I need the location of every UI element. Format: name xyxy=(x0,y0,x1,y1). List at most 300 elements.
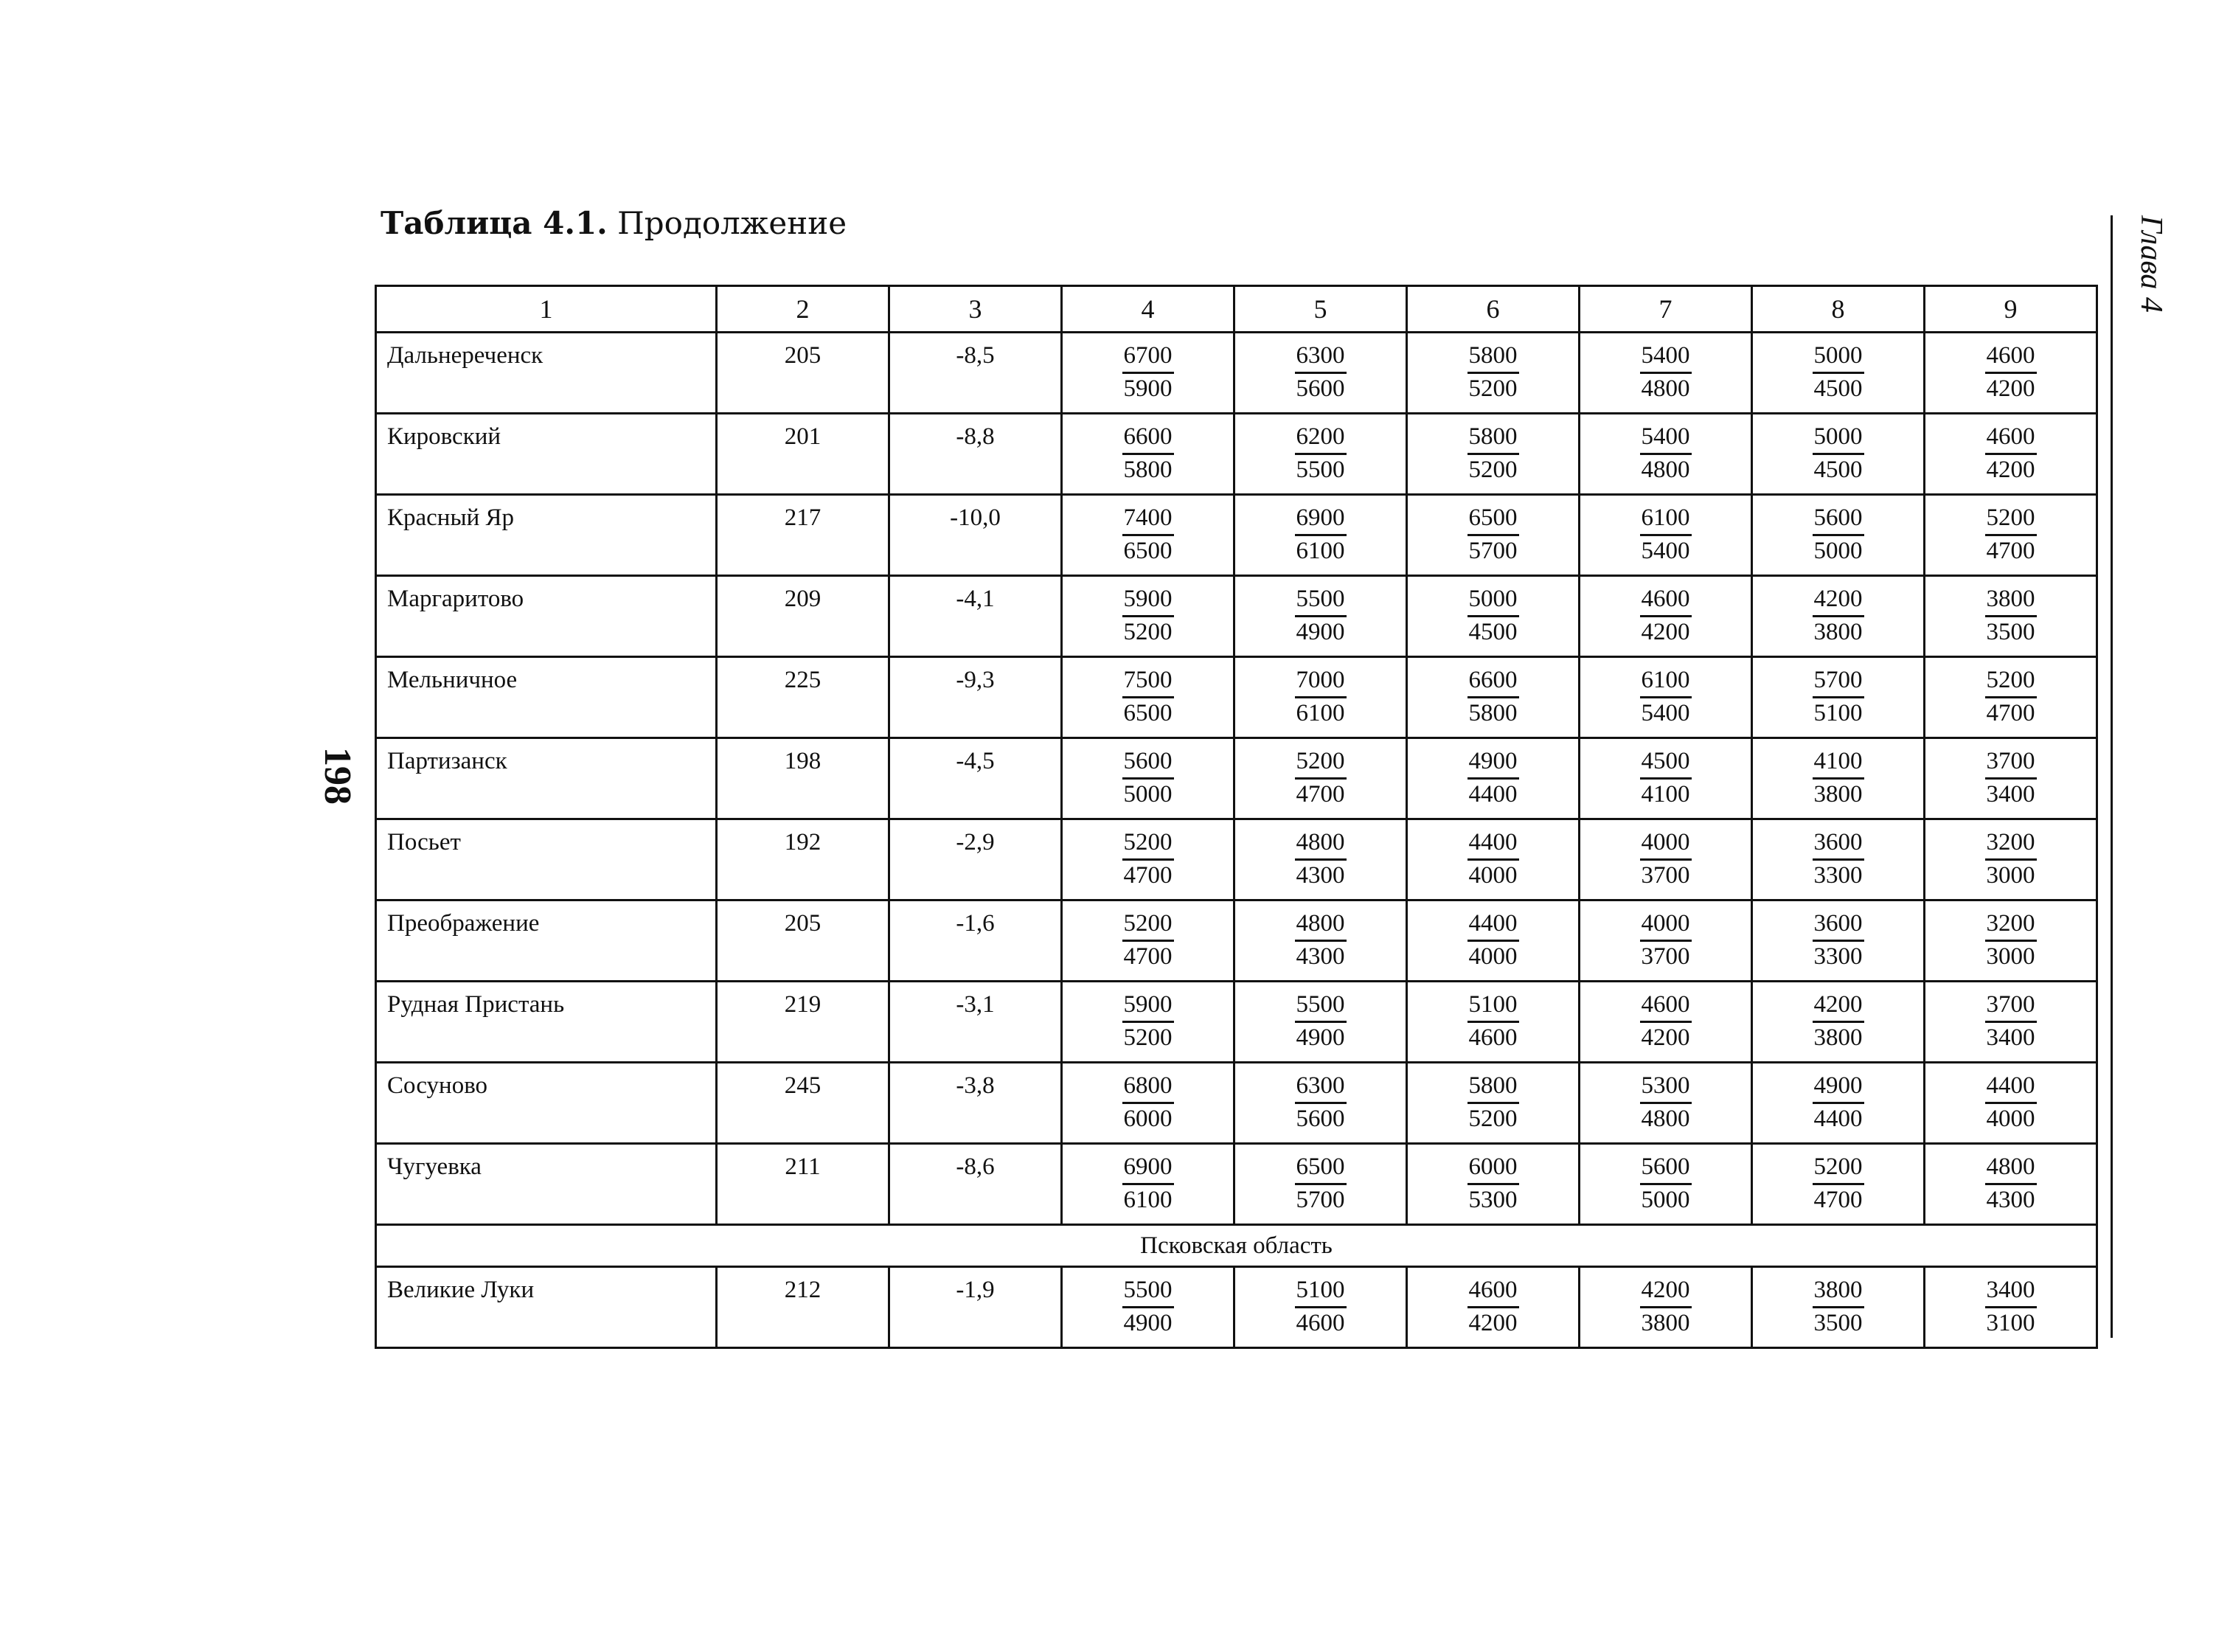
denominator: 6100 xyxy=(1296,538,1345,564)
fraction xyxy=(1813,1152,1864,1215)
column-3-value: -10,0 xyxy=(889,495,1062,576)
fraction xyxy=(1985,746,2037,810)
denominator: 5600 xyxy=(1296,1106,1345,1132)
fraction-cell xyxy=(1580,982,1752,1063)
fraction-cell xyxy=(1234,657,1407,738)
fraction xyxy=(1640,1071,1692,1134)
fraction-cell xyxy=(1062,1267,1234,1348)
data-table xyxy=(375,285,2098,1349)
column-3-value: -3,1 xyxy=(889,982,1062,1063)
station-name: Кировский xyxy=(376,414,717,495)
station-name: Преображение xyxy=(376,900,717,982)
column-2-value: 225 xyxy=(717,657,889,738)
fraction-cell xyxy=(1925,657,2097,738)
fraction-cell xyxy=(1062,1144,1234,1225)
fraction xyxy=(1985,1152,2037,1215)
table-row xyxy=(376,333,2097,414)
fraction-cell xyxy=(1407,414,1580,495)
numerator: 5100 xyxy=(1467,990,1519,1023)
denominator: 5300 xyxy=(1468,1187,1518,1213)
station-name: Посьет xyxy=(376,819,717,900)
denominator: 4000 xyxy=(1468,862,1518,889)
fraction xyxy=(1640,746,1692,810)
numerator: 6300 xyxy=(1295,1071,1347,1104)
fraction-cell xyxy=(1925,1267,2097,1348)
numerator: 4900 xyxy=(1467,746,1519,780)
numerator: 4800 xyxy=(1295,827,1347,861)
table-row xyxy=(376,414,2097,495)
fraction-cell xyxy=(1925,576,2097,657)
fraction-cell xyxy=(1580,1144,1752,1225)
denominator: 4400 xyxy=(1468,781,1518,808)
denominator: 5900 xyxy=(1123,375,1173,402)
denominator: 5200 xyxy=(1468,1106,1518,1132)
fraction-cell xyxy=(1234,1144,1407,1225)
numerator: 4200 xyxy=(1813,584,1864,617)
fraction xyxy=(1985,422,2037,485)
fraction-cell xyxy=(1752,1267,1925,1348)
fraction xyxy=(1813,1275,1864,1339)
denominator: 4000 xyxy=(1468,943,1518,970)
fraction-cell xyxy=(1580,657,1752,738)
denominator: 4700 xyxy=(1123,862,1173,889)
fraction-cell xyxy=(1752,657,1925,738)
fraction xyxy=(1295,1152,1347,1215)
denominator: 3700 xyxy=(1641,862,1690,889)
fraction xyxy=(1813,503,1864,566)
numerator: 5900 xyxy=(1122,990,1174,1023)
denominator: 5200 xyxy=(1123,1024,1173,1051)
column-3-value: -3,8 xyxy=(889,1063,1062,1144)
fraction xyxy=(1122,341,1174,404)
station-name: Красный Яр xyxy=(376,495,717,576)
numerator: 4600 xyxy=(1467,1275,1519,1308)
fraction xyxy=(1295,827,1347,891)
numerator: 3200 xyxy=(1985,909,2037,942)
fraction xyxy=(1122,990,1174,1053)
table-row xyxy=(376,657,2097,738)
numerator: 5500 xyxy=(1122,1275,1174,1308)
denominator: 4400 xyxy=(1813,1106,1863,1132)
column-3-value: -2,9 xyxy=(889,819,1062,900)
column-3-value: -4,5 xyxy=(889,738,1062,819)
station-name: Чугуевка xyxy=(376,1144,717,1225)
denominator: 5200 xyxy=(1468,375,1518,402)
station-name: Великие Луки xyxy=(376,1267,717,1348)
numerator: 6100 xyxy=(1640,665,1692,698)
fraction-cell xyxy=(1752,576,1925,657)
fraction-cell xyxy=(1580,1063,1752,1144)
numerator: 5600 xyxy=(1122,746,1174,780)
numerator: 5200 xyxy=(1985,503,2037,536)
station-name: Сосуново xyxy=(376,1063,717,1144)
station-name: Партизанск xyxy=(376,738,717,819)
numerator: 5100 xyxy=(1295,1275,1347,1308)
region-row xyxy=(376,1225,2097,1267)
numerator: 4600 xyxy=(1640,990,1692,1023)
denominator: 4500 xyxy=(1813,375,1863,402)
fraction-cell xyxy=(1234,414,1407,495)
fraction-cell xyxy=(1234,1063,1407,1144)
numerator: 3600 xyxy=(1813,827,1864,861)
denominator: 4900 xyxy=(1296,1024,1345,1051)
numerator: 4400 xyxy=(1985,1071,2037,1104)
denominator: 3000 xyxy=(1986,943,2035,970)
numerator: 5800 xyxy=(1467,1071,1519,1104)
fraction xyxy=(1295,1275,1347,1339)
column-2-value: 192 xyxy=(717,819,889,900)
fraction-cell xyxy=(1925,900,2097,982)
column-2-value: 205 xyxy=(717,333,889,414)
column-header: 5 xyxy=(1234,286,1407,333)
fraction-cell xyxy=(1407,576,1580,657)
numerator: 7000 xyxy=(1295,665,1347,698)
denominator: 5200 xyxy=(1123,619,1173,645)
fraction-cell xyxy=(1234,900,1407,982)
fraction-cell xyxy=(1407,900,1580,982)
fraction-cell xyxy=(1752,1144,1925,1225)
denominator: 5500 xyxy=(1296,457,1345,483)
numerator: 5400 xyxy=(1640,422,1692,455)
fraction-cell xyxy=(1062,657,1234,738)
denominator: 4700 xyxy=(1813,1187,1863,1213)
numerator: 4600 xyxy=(1640,584,1692,617)
numerator: 5000 xyxy=(1813,341,1864,374)
column-header: 3 xyxy=(889,286,1062,333)
fraction-cell xyxy=(1234,738,1407,819)
fraction xyxy=(1295,665,1347,729)
fraction-cell xyxy=(1062,738,1234,819)
fraction xyxy=(1467,746,1519,810)
denominator: 3800 xyxy=(1813,1024,1863,1051)
fraction xyxy=(1813,584,1864,648)
table-row xyxy=(376,495,2097,576)
fraction xyxy=(1295,503,1347,566)
fraction-cell xyxy=(1925,819,2097,900)
fraction xyxy=(1813,827,1864,891)
fraction xyxy=(1467,1275,1519,1339)
denominator: 4700 xyxy=(1986,538,2035,564)
denominator: 4800 xyxy=(1641,1106,1690,1132)
fraction xyxy=(1985,827,2037,891)
fraction xyxy=(1813,909,1864,972)
numerator: 3700 xyxy=(1985,990,2037,1023)
numerator: 4200 xyxy=(1813,990,1864,1023)
denominator: 4700 xyxy=(1986,700,2035,726)
denominator: 3800 xyxy=(1813,781,1863,808)
denominator: 3500 xyxy=(1986,619,2035,645)
denominator: 5100 xyxy=(1813,700,1863,726)
numerator: 5400 xyxy=(1640,341,1692,374)
fraction xyxy=(1985,990,2037,1053)
fraction-cell xyxy=(1580,414,1752,495)
table-caption-label: Таблица 4.1. xyxy=(381,205,608,241)
numerator: 6100 xyxy=(1640,503,1692,536)
table-caption-text: Продолжение xyxy=(617,205,847,241)
table-row xyxy=(376,1063,2097,1144)
fraction xyxy=(1985,503,2037,566)
numerator: 7400 xyxy=(1122,503,1174,536)
numerator: 4900 xyxy=(1813,1071,1864,1104)
fraction xyxy=(1467,665,1519,729)
fraction-cell xyxy=(1407,657,1580,738)
fraction xyxy=(1467,503,1519,566)
fraction-cell xyxy=(1752,900,1925,982)
denominator: 4600 xyxy=(1296,1310,1345,1336)
denominator: 3400 xyxy=(1986,1024,2035,1051)
numerator: 3600 xyxy=(1813,909,1864,942)
fraction-cell xyxy=(1407,1063,1580,1144)
fraction xyxy=(1813,341,1864,404)
column-header: 8 xyxy=(1752,286,1925,333)
fraction-cell xyxy=(1752,819,1925,900)
column-2-value: 245 xyxy=(717,1063,889,1144)
denominator: 5400 xyxy=(1641,700,1690,726)
numerator: 5500 xyxy=(1295,990,1347,1023)
fraction xyxy=(1122,503,1174,566)
numerator: 4800 xyxy=(1985,1152,2037,1185)
denominator: 3700 xyxy=(1641,943,1690,970)
numerator: 3200 xyxy=(1985,827,2037,861)
station-name: Мельничное xyxy=(376,657,717,738)
numerator: 6300 xyxy=(1295,341,1347,374)
fraction xyxy=(1640,909,1692,972)
denominator: 4700 xyxy=(1123,943,1173,970)
fraction-cell xyxy=(1580,576,1752,657)
fraction-cell xyxy=(1407,819,1580,900)
fraction xyxy=(1122,827,1174,891)
page-number: 198 xyxy=(316,747,359,805)
denominator: 5600 xyxy=(1296,375,1345,402)
numerator: 5300 xyxy=(1640,1071,1692,1104)
fraction xyxy=(1640,503,1692,566)
denominator: 4500 xyxy=(1813,457,1863,483)
column-header: 2 xyxy=(717,286,889,333)
fraction-cell xyxy=(1580,333,1752,414)
numerator: 6700 xyxy=(1122,341,1174,374)
denominator: 4700 xyxy=(1296,781,1345,808)
denominator: 4300 xyxy=(1296,943,1345,970)
denominator: 4500 xyxy=(1468,619,1518,645)
denominator: 4900 xyxy=(1296,619,1345,645)
fraction-cell xyxy=(1925,495,2097,576)
numerator: 6200 xyxy=(1295,422,1347,455)
fraction-cell xyxy=(1580,738,1752,819)
fraction-cell xyxy=(1407,1144,1580,1225)
table-row xyxy=(376,982,2097,1063)
fraction-cell xyxy=(1234,576,1407,657)
numerator: 4800 xyxy=(1295,909,1347,942)
fraction-cell xyxy=(1925,982,2097,1063)
table-row xyxy=(376,1267,2097,1348)
numerator: 4400 xyxy=(1467,827,1519,861)
denominator: 3800 xyxy=(1813,619,1863,645)
numerator: 3700 xyxy=(1985,746,2037,780)
denominator: 4300 xyxy=(1296,862,1345,889)
numerator: 6600 xyxy=(1467,665,1519,698)
numerator: 4500 xyxy=(1640,746,1692,780)
column-2-value: 205 xyxy=(717,900,889,982)
denominator: 4200 xyxy=(1641,1024,1690,1051)
column-2-value: 209 xyxy=(717,576,889,657)
denominator: 6100 xyxy=(1296,700,1345,726)
numerator: 5500 xyxy=(1295,584,1347,617)
denominator: 5700 xyxy=(1296,1187,1345,1213)
column-2-value: 211 xyxy=(717,1144,889,1225)
chapter-rule xyxy=(2111,215,2113,1338)
column-3-value: -1,9 xyxy=(889,1267,1062,1348)
fraction-cell xyxy=(1925,1063,2097,1144)
denominator: 3000 xyxy=(1986,862,2035,889)
denominator: 4600 xyxy=(1468,1024,1518,1051)
fraction xyxy=(1640,990,1692,1053)
fraction xyxy=(1985,584,2037,648)
fraction-cell xyxy=(1580,495,1752,576)
numerator: 6900 xyxy=(1295,503,1347,536)
denominator: 5000 xyxy=(1641,1187,1690,1213)
denominator: 5200 xyxy=(1468,457,1518,483)
fraction xyxy=(1813,665,1864,729)
fraction xyxy=(1295,990,1347,1053)
denominator: 4200 xyxy=(1986,457,2035,483)
fraction-cell xyxy=(1062,414,1234,495)
station-name: Рудная Пристань xyxy=(376,982,717,1063)
table-row xyxy=(376,576,2097,657)
fraction xyxy=(1640,422,1692,485)
denominator: 3300 xyxy=(1813,862,1863,889)
table-row xyxy=(376,1144,2097,1225)
denominator: 4800 xyxy=(1641,457,1690,483)
fraction xyxy=(1640,341,1692,404)
station-name: Дальнереченск xyxy=(376,333,717,414)
column-3-value: -8,5 xyxy=(889,333,1062,414)
fraction-cell xyxy=(1925,738,2097,819)
denominator: 4200 xyxy=(1641,619,1690,645)
fraction-cell xyxy=(1752,333,1925,414)
numerator: 7500 xyxy=(1122,665,1174,698)
column-3-value: -8,8 xyxy=(889,414,1062,495)
region-heading: Псковская область xyxy=(376,1225,2097,1267)
fraction-cell xyxy=(1407,1267,1580,1348)
column-2-value: 201 xyxy=(717,414,889,495)
fraction xyxy=(1122,1071,1174,1134)
denominator: 5700 xyxy=(1468,538,1518,564)
denominator: 4300 xyxy=(1986,1187,2035,1213)
fraction xyxy=(1985,341,2037,404)
denominator: 6500 xyxy=(1123,700,1173,726)
fraction xyxy=(1813,422,1864,485)
fraction-cell xyxy=(1752,414,1925,495)
numerator: 6600 xyxy=(1122,422,1174,455)
denominator: 5400 xyxy=(1641,538,1690,564)
denominator: 3500 xyxy=(1813,1310,1863,1336)
fraction xyxy=(1295,746,1347,810)
fraction-cell xyxy=(1234,1267,1407,1348)
fraction xyxy=(1122,1152,1174,1215)
denominator: 6100 xyxy=(1123,1187,1173,1213)
column-2-value: 212 xyxy=(717,1267,889,1348)
fraction xyxy=(1295,1071,1347,1134)
numerator: 5200 xyxy=(1122,827,1174,861)
fraction xyxy=(1467,584,1519,648)
fraction-cell xyxy=(1062,576,1234,657)
denominator: 4800 xyxy=(1641,375,1690,402)
fraction-cell xyxy=(1752,982,1925,1063)
fraction-cell xyxy=(1752,495,1925,576)
fraction xyxy=(1122,746,1174,810)
numerator: 5900 xyxy=(1122,584,1174,617)
numerator: 5800 xyxy=(1467,341,1519,374)
numerator: 5200 xyxy=(1122,909,1174,942)
fraction xyxy=(1295,909,1347,972)
column-3-value: -9,3 xyxy=(889,657,1062,738)
fraction xyxy=(1985,1071,2037,1134)
fraction xyxy=(1640,665,1692,729)
fraction-cell xyxy=(1234,982,1407,1063)
denominator: 4200 xyxy=(1986,375,2035,402)
denominator: 3800 xyxy=(1641,1310,1690,1336)
denominator: 4900 xyxy=(1123,1310,1173,1336)
table-row xyxy=(376,900,2097,982)
fraction xyxy=(1813,1071,1864,1134)
fraction xyxy=(1122,422,1174,485)
fraction xyxy=(1295,422,1347,485)
fraction-cell xyxy=(1407,738,1580,819)
column-header: 7 xyxy=(1580,286,1752,333)
fraction xyxy=(1295,584,1347,648)
numerator: 4100 xyxy=(1813,746,1864,780)
numerator: 6000 xyxy=(1467,1152,1519,1185)
fraction xyxy=(1295,341,1347,404)
numerator: 5000 xyxy=(1813,422,1864,455)
numerator: 4000 xyxy=(1640,909,1692,942)
fraction xyxy=(1122,665,1174,729)
numerator: 6500 xyxy=(1295,1152,1347,1185)
numerator: 5600 xyxy=(1640,1152,1692,1185)
fraction xyxy=(1640,1275,1692,1339)
column-2-value: 217 xyxy=(717,495,889,576)
numerator: 5000 xyxy=(1467,584,1519,617)
denominator: 4100 xyxy=(1641,781,1690,808)
fraction xyxy=(1985,909,2037,972)
column-2-value: 198 xyxy=(717,738,889,819)
fraction-cell xyxy=(1062,495,1234,576)
fraction xyxy=(1467,827,1519,891)
fraction-cell xyxy=(1062,900,1234,982)
fraction xyxy=(1467,990,1519,1053)
station-name: Маргаритово xyxy=(376,576,717,657)
numerator: 3400 xyxy=(1985,1275,2037,1308)
numerator: 5600 xyxy=(1813,503,1864,536)
fraction-cell xyxy=(1062,333,1234,414)
fraction-cell xyxy=(1752,1063,1925,1144)
fraction-cell xyxy=(1062,1063,1234,1144)
numerator: 4200 xyxy=(1640,1275,1692,1308)
numerator: 4600 xyxy=(1985,341,2037,374)
fraction-cell xyxy=(1925,333,2097,414)
chapter-running-head: Глава 4 xyxy=(2134,215,2168,313)
header-row xyxy=(376,286,2097,333)
fraction xyxy=(1640,827,1692,891)
column-3-value: -4,1 xyxy=(889,576,1062,657)
numerator: 6900 xyxy=(1122,1152,1174,1185)
numerator: 4400 xyxy=(1467,909,1519,942)
fraction xyxy=(1985,1275,2037,1339)
fraction xyxy=(1467,1152,1519,1215)
fraction-cell xyxy=(1407,982,1580,1063)
fraction xyxy=(1467,341,1519,404)
denominator: 3400 xyxy=(1986,781,2035,808)
